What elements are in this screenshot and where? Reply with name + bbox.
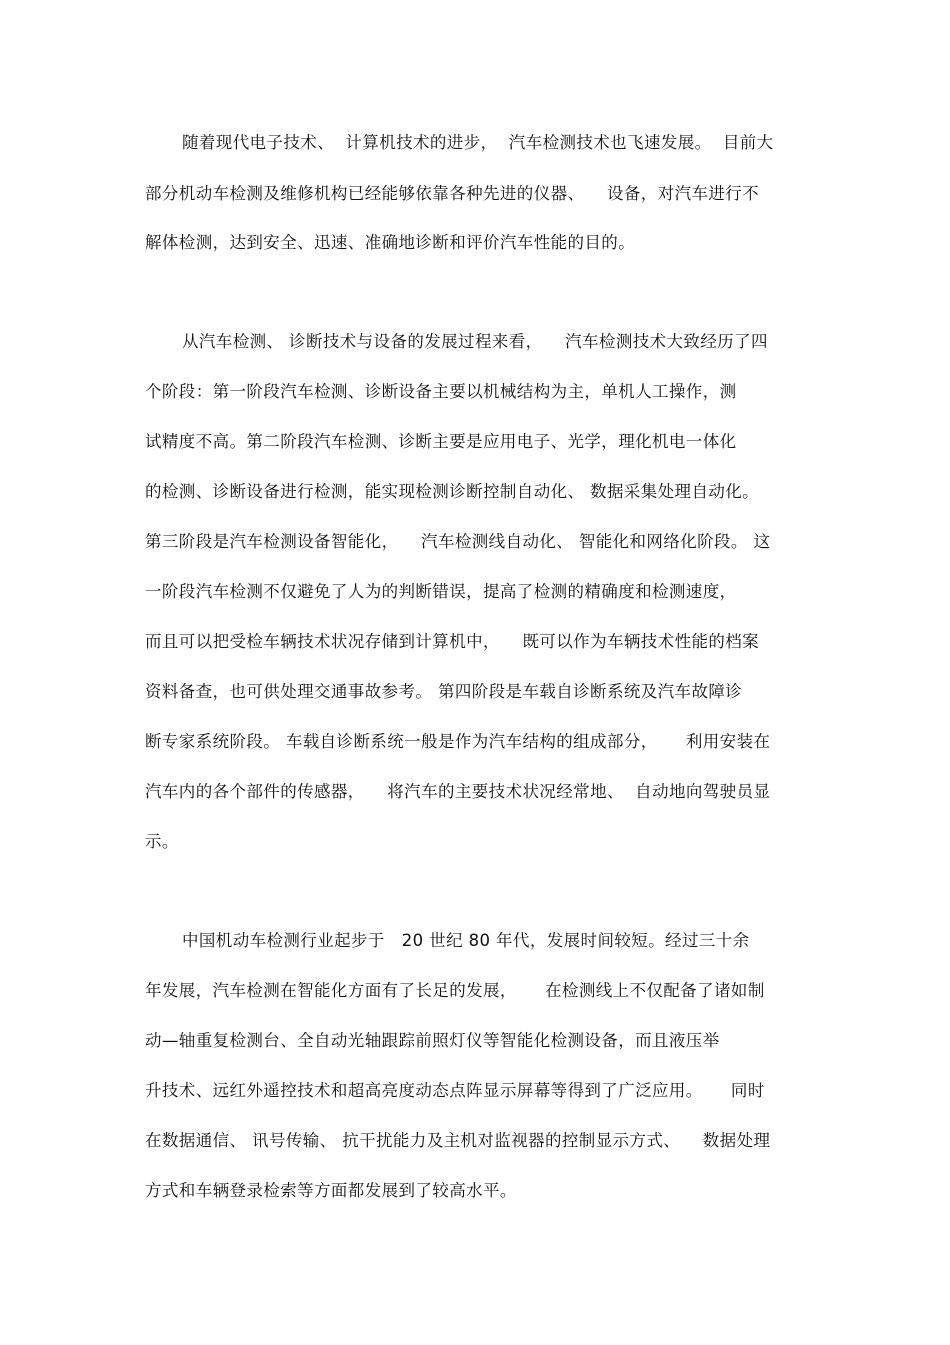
- paragraph-line: 断专家系统阶段。 车载自诊断系统一般是作为汽车结构的组成部分， 利用安装在: [145, 732, 771, 751]
- paragraph-line: 第三阶段是汽车检测设备智能化， 汽车检测线自动化、 智能化和网络化阶段。 这: [145, 532, 771, 551]
- paragraph-line: 示。: [145, 832, 179, 851]
- paragraph-line: 而且可以把受检车辆技术状况存储到计算机中， 既可以作为车辆技术性能的档案: [145, 632, 760, 651]
- paragraph-line: 个阶段：第一阶段汽车检测、诊断设备主要以机械结构为主，单机人工操作，测: [145, 382, 737, 401]
- paragraph-line: 方式和车辆登录检索等方面都发展到了较高水平。: [145, 1181, 517, 1200]
- paragraph-line: 汽车内的各个部件的传感器， 将汽车的主要技术状况经常地、 自动地向驾驶员显: [145, 782, 771, 801]
- paragraph-line: 升技术、远红外遥控技术和超高亮度动态点阵显示屏幕等得到了广泛应用。 同时: [145, 1081, 765, 1100]
- paragraph-line: 资料备查，也可供处理交通事故参考。 第四阶段是车载自诊断系统及汽车故障诊: [145, 682, 743, 701]
- paragraph-line: 从汽车检测、 诊断技术与设备的发展过程来看， 汽车检测技术大致经历了四: [182, 332, 768, 351]
- paragraph-line: 部分机动车检测及维修机构已经能够依靠各种先进的仪器、 设备，对汽车进行不: [145, 184, 760, 203]
- paragraph-line: 的检测、诊断设备进行检测，能实现检测诊断控制自动化、 数据采集处理自动化。: [145, 482, 760, 501]
- paragraph-line: 年发展，汽车检测在智能化方面有了长足的发展， 在检测线上不仅配备了诸如制: [145, 981, 765, 1000]
- paragraph-line: 中国机动车检测行业起步于 20 世纪 80 年代，发展时间较短。经过三十余: [182, 931, 750, 950]
- paragraph-line: 一阶段汽车检测不仅避免了人为的判断错误，提高了检测的精确度和检测速度，: [145, 582, 737, 601]
- paragraph-line: 随着现代电子技术、 计算机技术的进步， 汽车检测技术也飞速发展。 目前大: [182, 133, 774, 152]
- paragraph-line: 动—轴重复检测台、全自动光轴跟踪前照灯仪等智能化检测设备，而且液压举: [145, 1031, 720, 1050]
- paragraph-line: 解体检测，达到安全、迅速、准确地诊断和评价汽车性能的目的。: [145, 233, 636, 252]
- paragraph-line: 在数据通信、 讯号传输、 抗干扰能力及主机对监视器的控制显示方式、 数据处理: [145, 1131, 771, 1150]
- paragraph-line: 试精度不高。第二阶段汽车检测、诊断主要是应用电子、光学，理化机电一体化: [145, 432, 737, 451]
